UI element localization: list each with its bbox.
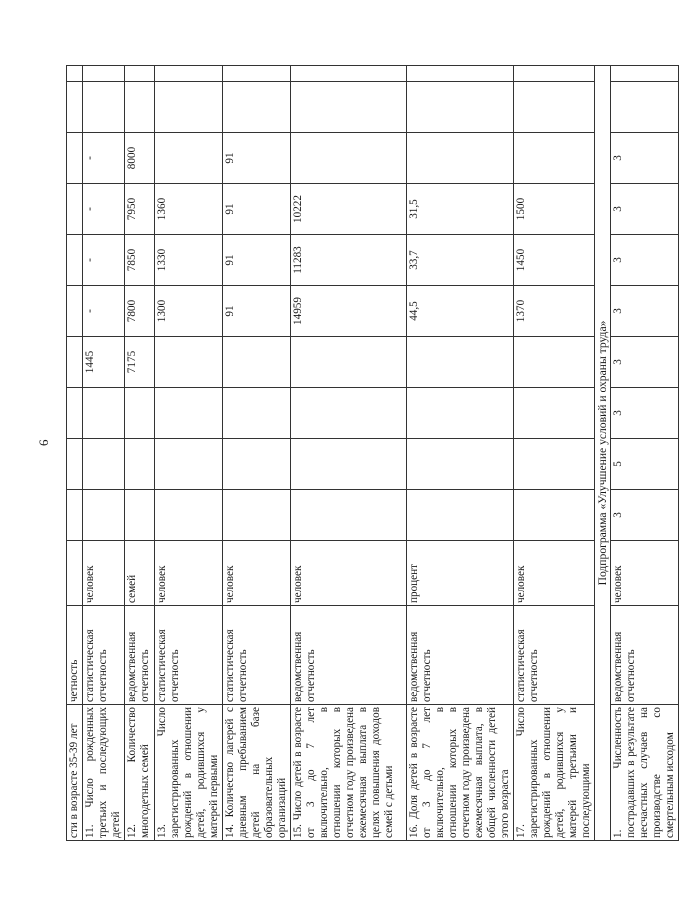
- value-cell: [222, 337, 290, 388]
- value-cell: 10222: [290, 184, 406, 235]
- indicator-cell: 17. Число зарегистрированных рождений в отношении детей, родившихся у матерей третьими и последующими: [513, 705, 594, 841]
- unit-cell: [67, 541, 83, 606]
- unit-cell: семей: [124, 541, 154, 606]
- value-cell: 3: [611, 235, 679, 286]
- indicator-cell: 11. Число рожденных третьих и последующих детей: [82, 705, 124, 841]
- value-cell: [513, 439, 594, 490]
- source-cell: ведомственная отчетность: [290, 606, 406, 705]
- value-cell: [67, 184, 83, 235]
- value-cell: 7950: [124, 184, 154, 235]
- table-row: [290, 66, 406, 841]
- empty-cell: [290, 66, 406, 82]
- unit-cell: человек: [222, 541, 290, 606]
- table-row: [82, 66, 124, 841]
- value-cell: [290, 82, 406, 133]
- value-cell: 7175: [124, 337, 154, 388]
- empty-cell: [513, 66, 594, 82]
- source-cell: ведомственная отчетность: [124, 606, 154, 705]
- value-cell: 33,7: [406, 235, 513, 286]
- value-cell: [67, 490, 83, 541]
- value-cell: [67, 337, 83, 388]
- source-cell: четность: [67, 606, 83, 705]
- value-cell: 44,5: [406, 286, 513, 337]
- table-body: [67, 66, 679, 841]
- source-cell: статистическая отчетность: [82, 606, 124, 705]
- value-cell: [406, 133, 513, 184]
- indicator-cell: 14. Количество лагерей с дневным пребыванием детей на базе образовательных организаций: [222, 705, 290, 841]
- value-cell: [290, 388, 406, 439]
- value-cell: [513, 82, 594, 133]
- value-cell: [290, 439, 406, 490]
- value-cell: [406, 490, 513, 541]
- value-cell: 11283: [290, 235, 406, 286]
- subprogram-title: Подпрограмма «Улучшение условий и охраны труда»: [594, 66, 610, 841]
- value-cell: [124, 439, 154, 490]
- value-cell: [154, 133, 222, 184]
- empty-cell: [82, 66, 124, 82]
- value-cell: 1370: [513, 286, 594, 337]
- value-cell: [67, 235, 83, 286]
- indicators-table: [66, 65, 679, 841]
- empty-cell: [406, 66, 513, 82]
- value-cell: [154, 439, 222, 490]
- value-cell: [124, 490, 154, 541]
- value-cell: [67, 82, 83, 133]
- value-cell: [290, 133, 406, 184]
- value-cell: [82, 439, 124, 490]
- value-cell: [82, 82, 124, 133]
- value-cell: [67, 133, 83, 184]
- value-cell: 8000: [124, 133, 154, 184]
- value-cell: 7800: [124, 286, 154, 337]
- empty-cell: [124, 66, 154, 82]
- indicator-cell: 12. Количество многодетных семей: [124, 705, 154, 841]
- empty-cell: [611, 66, 679, 82]
- value-cell: [406, 388, 513, 439]
- empty-cell: [67, 66, 83, 82]
- unit-cell: человек: [154, 541, 222, 606]
- value-cell: [513, 490, 594, 541]
- value-cell: 3: [611, 133, 679, 184]
- value-cell: -: [82, 286, 124, 337]
- value-cell: 3: [611, 184, 679, 235]
- value-cell: [154, 388, 222, 439]
- value-cell: -: [82, 133, 124, 184]
- value-cell: 91: [222, 133, 290, 184]
- value-cell: 3: [611, 490, 679, 541]
- unit-cell: человек: [611, 541, 679, 606]
- value-cell: 1500: [513, 184, 594, 235]
- source-cell: ведомственная отчетность: [611, 606, 679, 705]
- subprogram-row: [594, 66, 610, 841]
- value-cell: [611, 82, 679, 133]
- table-row: [611, 66, 679, 841]
- table-row: [513, 66, 594, 841]
- indicator-cell: 15. Число детей в возрасте от 3 до 7 лет включительно, в отношении которых в отчетном году произведена ежемесячная выплата в целях повышения доходов семей с детьми: [290, 705, 406, 841]
- value-cell: 1300: [154, 286, 222, 337]
- value-cell: [124, 82, 154, 133]
- table-row: [154, 66, 222, 841]
- value-cell: 3: [611, 388, 679, 439]
- value-cell: [154, 337, 222, 388]
- value-cell: -: [82, 184, 124, 235]
- empty-cell: [222, 66, 290, 82]
- table-row: [124, 66, 154, 841]
- table-row: [67, 66, 83, 841]
- value-cell: 1445: [82, 337, 124, 388]
- indicator-cell: 16. Доля детей в возрасте от 3 до 7 лет включительно, в отношении которых в отчетном году произведена ежемесячная выплата, в общей численности детей этого возраста: [406, 705, 513, 841]
- indicator-cell: сти в возрасте 35-39 лет: [67, 705, 83, 841]
- value-cell: 1450: [513, 235, 594, 286]
- source-cell: ведомственная отчетность: [406, 606, 513, 705]
- value-cell: [82, 388, 124, 439]
- indicator-cell: 13. Число зарегистрированных рождений в отношении детей, родившихся у матерей первыми: [154, 705, 222, 841]
- value-cell: 1360: [154, 184, 222, 235]
- value-cell: 1330: [154, 235, 222, 286]
- value-cell: 3: [611, 286, 679, 337]
- unit-cell: процент: [406, 541, 513, 606]
- value-cell: [406, 337, 513, 388]
- value-cell: [222, 82, 290, 133]
- page-number: 6: [36, 439, 51, 446]
- empty-cell: [154, 66, 222, 82]
- value-cell: 91: [222, 286, 290, 337]
- value-cell: [406, 82, 513, 133]
- table-row: [406, 66, 513, 841]
- value-cell: [154, 490, 222, 541]
- source-cell: статистическая отчетность: [513, 606, 594, 705]
- value-cell: [222, 439, 290, 490]
- indicator-cell: 1. Численность пострадавших в результате несчастных случаев на производстве со смертельным исходом: [611, 705, 679, 841]
- value-cell: [513, 133, 594, 184]
- value-cell: [406, 439, 513, 490]
- source-cell: статистическая отчетность: [222, 606, 290, 705]
- value-cell: 5: [611, 439, 679, 490]
- unit-cell: человек: [513, 541, 594, 606]
- value-cell: 31,5: [406, 184, 513, 235]
- source-cell: статистическая отчетность: [154, 606, 222, 705]
- value-cell: 3: [611, 337, 679, 388]
- value-cell: [290, 337, 406, 388]
- value-cell: 7850: [124, 235, 154, 286]
- value-cell: [154, 82, 222, 133]
- unit-cell: человек: [82, 541, 124, 606]
- value-cell: [124, 388, 154, 439]
- value-cell: 91: [222, 235, 290, 286]
- value-cell: [513, 337, 594, 388]
- value-cell: [67, 439, 83, 490]
- value-cell: 91: [222, 184, 290, 235]
- value-cell: [290, 490, 406, 541]
- value-cell: -: [82, 235, 124, 286]
- value-cell: [222, 490, 290, 541]
- value-cell: [67, 286, 83, 337]
- value-cell: [67, 388, 83, 439]
- value-cell: [82, 490, 124, 541]
- value-cell: [222, 388, 290, 439]
- table-row: [222, 66, 290, 841]
- value-cell: [513, 388, 594, 439]
- unit-cell: человек: [290, 541, 406, 606]
- value-cell: 14959: [290, 286, 406, 337]
- rotated-page: [66, 66, 676, 841]
